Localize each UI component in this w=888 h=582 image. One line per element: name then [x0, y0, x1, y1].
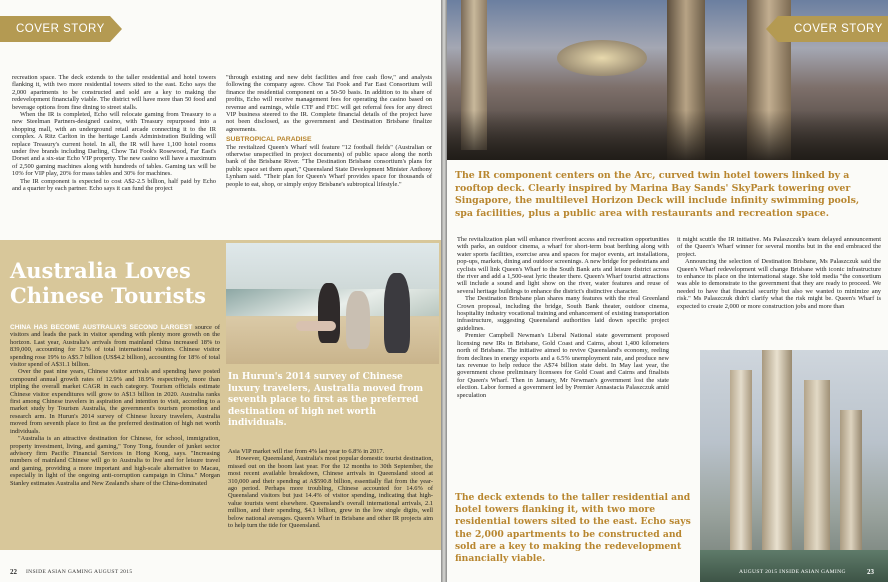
lead-caps: CHINA HAS BECOME AUSTRALIA'S SECOND LARGEST	[10, 324, 193, 331]
paragraph: However, Queensland, Australia's most popular domestic tourist destination, missed out on the boom last year. For the 12 months to 30th September, the most recent available breakdown, Chinese arrivals in Queensland stood at 310,000 and their spending at A$590.8 billion, essentially flat from the year-ago period. Perhaps more troubling, Chinese accounted for 14.6% of Queensland visitors but just 14.4% of visitor spending, indicating that high-value tourists went elsewhere. Queensland's overall international arrivals, 2.1 million, and their spending, $4.1 billion, grew in the low single digits, well below national averages. Queen's Wharf in Brisbane and other IR projects aim to help turn the tide for Queensland.	[228, 455, 433, 530]
paragraph: it might scuttle the IR initiative. Ms Palaszczuk's team delayed announcement of the Queen's Wharf winner for several months but in the end embraced the project.	[677, 236, 881, 258]
riverfront-towers-render	[700, 350, 888, 582]
paragraph: "Australia is an attractive destination for Chinese, for school, immigration, property investment, living, and gaming," Tony Tong, founder of junket sector advisory firm Pacific Financial Services in Hong Kong, says. "Increasing numbers of mainland Chinese will go to Australia to live and for leisure travel and gaming, providing a more important and high-scale alternative to Macau, especially in light of the ongoing anti-corruption campaign in China." Morgan Stanley estimates Australia and New Zealand's share of the China-dominated	[10, 435, 220, 487]
folio-left: INSIDE ASIAN GAMING AUGUST 2015	[26, 569, 133, 575]
paragraph: Premier Campbell Newman's Liberal National state government proposed licensing new IRs in Brisbane, Gold Coast and Cairns, about 1,400 kilometers north of Brisbane. The initiative aimed to revive Queensland's economy, reeling from declines in energy exports and a 6.5% unemployment rate, and produce new tax revenue to help reduce the A$74 billion state debt. In May last year, the government chose preliminary licensees for Gold Coast and Cairns and finalists for Queen's Wharf. Then in January, Mr Newman's government lost the state election. Labor formed a government led by Premier Annastacia Palaszczuk amid speculation	[457, 332, 669, 399]
paragraph: The Destination Brisbane plan shares many features with the rival Greenland Crown proposal, including the bridge, South Bank theater, outdoor cinema, hospitality industry vocational training and enhancement of existing transportation infrastructure, suggesting Queensland authorities laid down specific project guidelines.	[457, 295, 669, 332]
paragraph: The revitalization plan will enhance riverfront access and recreation opportunities with parks, an outdoor cinema, a wharf for short-term boat berthing along with water sports facilities, exercise area and spaces for major events, art installations, pop-ups, markets, dining and outdoor screenings. A new bridge for pedestrians and cyclists will link Queen's Wharf to the South Bank arts and leisure district across the river and add a 1,500-seat lyric theater there. Queen's Wharf tourist attractions will include a sound and light show on the river, water features and reuse of several heritage buildings to enhance the district's distinctive character.	[457, 236, 669, 295]
pullquote-arc: The IR component centers on the Arc, curved twin hotel towers linked by a rooftop deck. Clearly inspired by Marina Bay Sands' SkyPark towering over Singapore, the multilevel Horizon Deck will include infinity swimming pools, spa facilities, plus a public area with restaurants and recreation space.	[455, 170, 860, 219]
paragraph: "through existing and new debt facilities and free cash flow," and analysts following the company agree. Chow Tai Fook and Far East Consortium will finance the residential component on a 50-50 basis. In addition to its share of profits, Echo will receive management fees for operating the casino based on revenue and earnings, while CTF and FEC will get referral fees for any direct VIP business steered to the IR. Complete financial details of the project have not been disclosed, as the government and Destination Brisbane finalize agreements.	[226, 74, 432, 133]
cover-story-tag-left: COVER STORY	[0, 16, 110, 42]
folio-right: AUGUST 2015 INSIDE ASIAN GAMING	[739, 569, 846, 575]
left-page	[0, 0, 441, 582]
paragraph: recreation space. The deck extends to the taller residential and hotel towers flanking it, with two more residential towers sited to the east. Echo says the 2,000 apartments to be constructed and sold are a key to making the redevelopment financially viable. The district will have more than 50 food and beverage options from fine dining to street stalls.	[12, 74, 216, 111]
paragraph: Over the past nine years, Chinese visitor arrivals and spending have posted compound annual growth rates of 12.9% and 18.9% respectively, more than tripling the overall market CAGR in each category. Tourism officials estimate Chinese visitor expenditures will grow to A$13 billion in 2020. Australia ranks first among Chinese travelers in aspiration and intention to visit, according to a market study by Tourism Australia, the government's tourism promotion and research arm. In Hurun's 2014 survey of Chinese luxury travelers, Australia moved from seventh place to first as the preferred destination of high net worth individuals.	[10, 368, 220, 435]
left-top-col1	[12, 74, 216, 193]
sidebar-lead	[10, 324, 220, 368]
beach-tourists-photo	[226, 243, 439, 364]
section-subhead: SUBTROPICAL PARADISE	[226, 136, 312, 144]
page-number-right: 23	[867, 568, 874, 576]
paragraph: Asia VIP market will rise from 4% last year to 6.8% in 2017.	[228, 448, 385, 455]
right-col2	[677, 236, 881, 310]
paragraph: Announcing the selection of Destination Brisbane, Ms Palaszczuk said the Queen's Wharf redevelopment will change Brisbane with iconic infrastructure to enhance its place on the international stage. She told media "the consortium was able to demonstrate to the government that they are ready to proceed. We needed to have that financial security but also we wanted to minimize any risk." Ms Palaszczuk didn't clarify what the risk might be. Queen's Wharf is expected to create 2,000 or more construction jobs and more than	[677, 258, 881, 310]
sidebar-col2	[228, 448, 433, 529]
sidebar-col1	[10, 324, 220, 487]
paragraph: The IR component is expected to cost A$2-2.5 billion, half paid by Echo and a quarter by each partner. Echo says it can fund the project	[12, 177, 216, 193]
sidebar-title: Australia Loves Chinese Tourists	[10, 258, 206, 308]
page-number-left: 22	[10, 568, 17, 576]
sidebar-pullquote: In Hurun's 2014 survey of Chinese luxury travelers, Australia moved from seventh place to first as the preferred destination of high net worth individuals.	[228, 372, 424, 429]
right-page	[447, 0, 888, 582]
cover-story-tag-right: COVER STORY	[778, 16, 888, 42]
pullquote-deck: The deck extends to the taller residential and hotel towers flanking it, with two more residential towers sited to the east. Echo says the 2,000 apartments to be constructed and sold are a key to making the redevelopment financially viable.	[455, 492, 691, 565]
paragraph: When the IR is completed, Echo will relocate gaming from Treasury to a new Steelman Partners-designed casino, with Treasury repurposed into a shopping mall, with an underground retail arcade connecting it to the IR complex. A Ritz Carlton in the heritage Lands Administration Building will replace Treasury's current hotel. In all, the IR will have 1,100 hotel rooms under five brands including Darling, Chow Tai Fook's Rosewood, Far East's Dorset and a six-star Echo VIP property. The new casino will have a maximum of 2,500 gaming machines along with hundreds of tables. Gaming tax will be 10% for VIP play, 20% for mass tables and 30% for machines.	[12, 111, 216, 178]
left-top-col2	[226, 74, 432, 188]
lead-rest: source of visitors and leads the pack in visitor spending with plenty more growth on the horizon. Last year, Australia's arrivals from mainland China increased 18% to 839,000, accounting for 12% of total international visitors. Chinese visitor spending rose 19% to A$5.7 billion (US$4.2 billion), accounting for 18% of total visitor spend of A$31.1 billion.	[10, 324, 221, 369]
right-col1	[457, 236, 669, 399]
paragraph: The revitalized Queen's Wharf will feature "12 football fields" (Australian or otherwise unspecified in project documents) of public space along the north bank of the Brisbane River. "The Destination Brisbane consortium's plans for public space set them apart," Queensland State Development Minister Anthony Lynham said. "Their plan for Queen's Wharf provides space for thousands of people to eat, shop, or simply enjoy Brisbane's subtropical lifestyle."	[226, 143, 432, 188]
